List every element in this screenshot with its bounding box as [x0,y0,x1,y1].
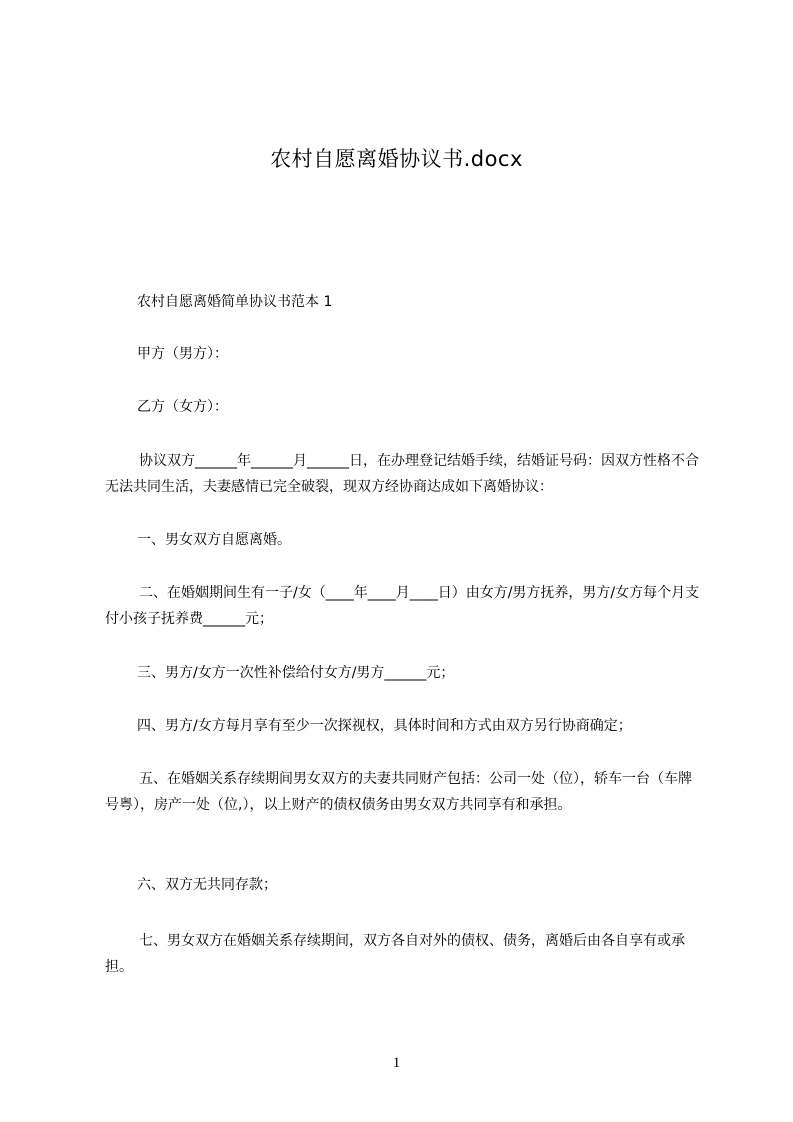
paragraph-party-a: 甲方（男方）： [137,346,228,362]
document-title: 农村自愿离婚协议书.docx [270,147,523,171]
paragraph-clause-7: 七、男女双方在婚姻关系存续期间，双方各自对外的债权、债务，离婚后由各自享有或承担。 [105,933,685,975]
paragraph-party-b: 乙方（女方）： [137,399,228,415]
paragraph-preamble: 协议双方______年______月______日，在办理登记结婚手续，结婚证号码：因双方性格不合无法共同生活，夫妻感情已完全破裂，现双方经协商达成如下离婚协议： [105,453,699,495]
page-number: 1 [392,1055,401,1071]
paragraph-heading: 农村自愿离婚简单协议书范本 1 [137,294,333,310]
paragraph-clause-1: 一、男女双方自愿离婚。 [137,532,291,548]
paragraph-clause-3: 三、男方/女方一次性补偿给付女方/男方______元； [137,665,455,681]
paragraph-clause-2: 二、在婚姻期间生有一子/女（____年____月____日）由女方/男方抚养，男方/女方每个月支付小孩子抚养费______元； [105,585,700,627]
paragraph-clause-5: 五、在婚姻关系存续期间男女双方的夫妻共同财产包括：公司一处（位），轿车一台（车牌号粤），房产一处（位,），以上财产的债权债务由男女双方共同享有和承担。 [105,771,692,813]
paragraph-clause-6: 六、双方无共同存款； [137,877,277,893]
paragraph-clause-4: 四、男方/女方每月享有至少一次探视权，具体时间和方式由双方另行协商确定； [137,718,632,734]
